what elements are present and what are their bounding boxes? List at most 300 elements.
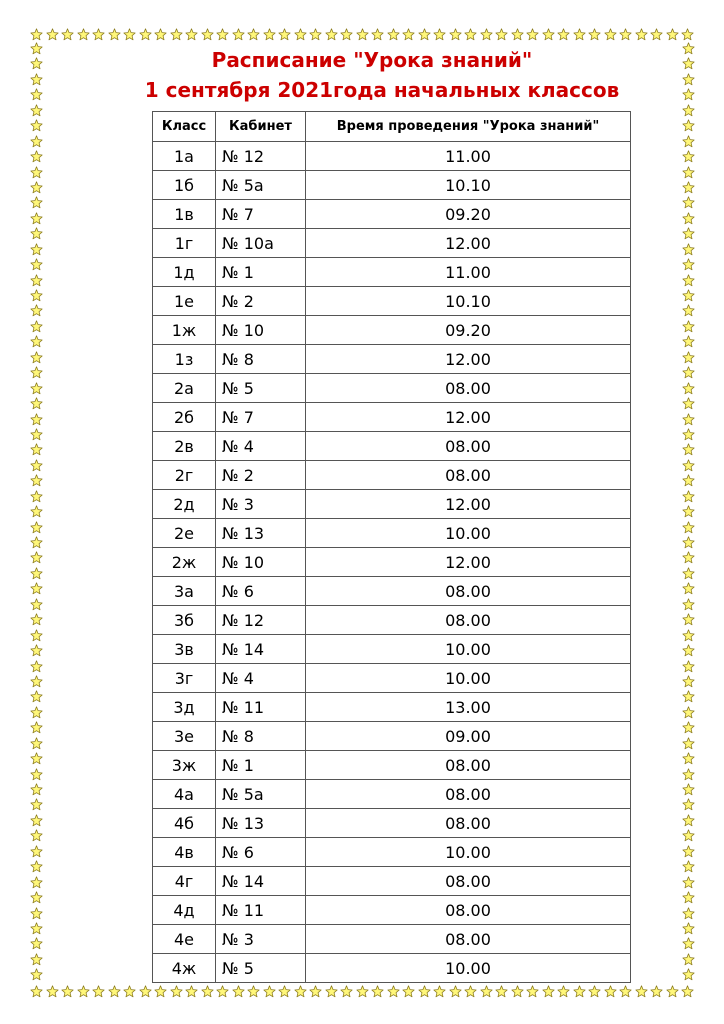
star-icon [402,985,415,998]
table-row [153,809,631,838]
star-icon [682,505,695,518]
cell-room: № 4 [216,432,306,461]
star-icon [682,490,695,503]
star-icon [682,150,695,163]
star-icon [387,28,400,41]
star-icon [682,351,695,364]
star-icon [495,28,508,41]
star-icon [139,28,152,41]
star-icon [433,985,446,998]
cell-time: 10.10 [306,287,631,316]
star-icon [682,521,695,534]
star-icon [449,985,462,998]
star-icon [325,985,338,998]
table-row [153,577,631,606]
star-icon [30,366,43,379]
cell-time: 13.00 [306,693,631,722]
cell-class: 2е [153,519,216,548]
cell-room: № 10 [216,316,306,345]
table-row [153,664,631,693]
star-icon [46,985,59,998]
cell-time: 10.10 [306,171,631,200]
star-icon [682,644,695,657]
cell-time: 08.00 [306,432,631,461]
star-icon [232,985,245,998]
star-icon [557,985,570,998]
cell-room: № 4 [216,664,306,693]
star-icon [30,258,43,271]
star-icon [682,289,695,302]
star-icon [542,28,555,41]
star-icon [340,985,353,998]
cell-class: 4г [153,867,216,896]
cell-class: 4е [153,925,216,954]
star-icon [682,937,695,950]
star-icon [30,829,43,842]
star-icon [30,227,43,240]
star-icon [371,985,384,998]
cell-time: 08.00 [306,896,631,925]
star-icon [682,212,695,225]
star-icon [604,985,617,998]
star-icon [325,28,338,41]
table-row [153,287,631,316]
star-icon [30,737,43,750]
cell-room: № 5а [216,171,306,200]
star-icon [30,459,43,472]
star-icon [30,783,43,796]
table-row [153,867,631,896]
star-icon [154,28,167,41]
table-row [153,316,631,345]
cell-class: 3е [153,722,216,751]
star-icon [682,907,695,920]
star-icon [682,181,695,194]
star-icon [682,829,695,842]
table-row [153,780,631,809]
star-icon [30,196,43,209]
table-row [153,432,631,461]
cell-time: 09.00 [306,722,631,751]
table-row [153,635,631,664]
star-icon [30,768,43,781]
star-icon [682,243,695,256]
cell-room: № 6 [216,577,306,606]
star-icon [682,598,695,611]
star-icon [108,985,121,998]
star-icon [573,28,586,41]
table-row [153,490,631,519]
star-icon [30,135,43,148]
cell-time: 12.00 [306,403,631,432]
star-icon [263,28,276,41]
star-icon [30,690,43,703]
cell-room: № 3 [216,490,306,519]
star-icon [666,28,679,41]
cell-time: 08.00 [306,809,631,838]
cell-time: 12.00 [306,490,631,519]
star-icon [682,706,695,719]
cell-room: № 5а [216,780,306,809]
table-row [153,229,631,258]
star-icon [682,860,695,873]
star-icon [154,985,167,998]
cell-class: 4д [153,896,216,925]
cell-class: 2д [153,490,216,519]
table-row [153,142,631,171]
star-icon [30,320,43,333]
star-icon [511,985,524,998]
star-icon [433,28,446,41]
star-icon [682,382,695,395]
cell-room: № 12 [216,142,306,171]
cell-time: 08.00 [306,925,631,954]
star-icon [30,937,43,950]
star-icon [30,968,43,981]
cell-time: 11.00 [306,258,631,287]
star-icon [247,985,260,998]
cell-class: 2а [153,374,216,403]
cell-class: 1б [153,171,216,200]
star-icon [30,413,43,426]
table-row [153,606,631,635]
cell-class: 4б [153,809,216,838]
star-icon [30,907,43,920]
cell-time: 12.00 [306,345,631,374]
table-row [153,258,631,287]
star-icon [682,536,695,549]
star-icon [464,28,477,41]
star-icon [30,845,43,858]
cell-room: № 3 [216,925,306,954]
star-icon [604,28,617,41]
cell-room: № 8 [216,345,306,374]
star-icon [61,985,74,998]
cell-time: 09.20 [306,316,631,345]
star-icon [682,845,695,858]
star-icon [30,443,43,456]
star-icon [30,876,43,889]
star-icon [201,985,214,998]
star-icon [682,119,695,132]
star-icon [682,660,695,673]
star-icon [682,135,695,148]
star-icon [294,28,307,41]
star-icon [666,985,679,998]
cell-time: 10.00 [306,838,631,867]
star-icon [619,985,632,998]
cell-class: 1е [153,287,216,316]
star-icon [309,985,322,998]
cell-class: 3д [153,693,216,722]
star-icon [682,227,695,240]
star-icon [216,985,229,998]
star-icon [30,28,43,41]
cell-class: 3ж [153,751,216,780]
cell-time: 11.00 [306,142,631,171]
star-icon [30,382,43,395]
star-icon [682,413,695,426]
star-icon [682,768,695,781]
star-icon [30,428,43,441]
star-icon [682,274,695,287]
cell-time: 10.00 [306,519,631,548]
star-icon [682,737,695,750]
table-row [153,200,631,229]
cell-time: 08.00 [306,606,631,635]
star-icon [30,922,43,935]
cell-class: 2б [153,403,216,432]
star-icon [61,28,74,41]
star-icon [588,28,601,41]
star-icon [30,243,43,256]
star-icon [682,443,695,456]
cell-class: 1а [153,142,216,171]
star-icon [511,28,524,41]
cell-room: № 14 [216,635,306,664]
star-icon [418,985,431,998]
star-icon [30,212,43,225]
star-icon [108,28,121,41]
star-icon [263,985,276,998]
star-icon [356,985,369,998]
star-icon [278,28,291,41]
cell-room: № 6 [216,838,306,867]
cell-time: 12.00 [306,548,631,577]
star-icon [139,985,152,998]
cell-room: № 13 [216,519,306,548]
star-icon [30,166,43,179]
cell-room: № 7 [216,403,306,432]
star-icon [402,28,415,41]
star-icon [30,505,43,518]
cell-time: 08.00 [306,577,631,606]
star-icon [30,335,43,348]
cell-room: № 2 [216,287,306,316]
star-icon [216,28,229,41]
star-icon [30,798,43,811]
star-icon [682,968,695,981]
star-icon [201,28,214,41]
star-icon [681,28,694,41]
star-icon [30,891,43,904]
star-icon [92,985,105,998]
cell-class: 4а [153,780,216,809]
star-icon [682,335,695,348]
cell-time: 08.00 [306,867,631,896]
star-icon [30,953,43,966]
star-icon [682,428,695,441]
star-icon [650,985,663,998]
star-icon [387,985,400,998]
star-icon [681,985,694,998]
page-title-line-2: 1 сентября 2021года начальных классов [144,78,620,102]
star-icon [30,536,43,549]
schedule-table [152,111,631,983]
cell-time: 08.00 [306,751,631,780]
star-icon [682,798,695,811]
star-icon [30,582,43,595]
cell-time: 08.00 [306,780,631,809]
header-room: Кабинет [216,112,306,142]
cell-room: № 14 [216,867,306,896]
star-icon [542,985,555,998]
star-icon [30,551,43,564]
star-icon [30,181,43,194]
star-icon [356,28,369,41]
star-icon [92,28,105,41]
star-icon [557,28,570,41]
cell-time: 10.00 [306,664,631,693]
cell-room: № 8 [216,722,306,751]
cell-time: 12.00 [306,229,631,258]
star-icon [30,274,43,287]
star-icon [573,985,586,998]
cell-room: № 10 [216,548,306,577]
table-row [153,519,631,548]
star-icon [682,166,695,179]
table-row [153,925,631,954]
cell-class: 1д [153,258,216,287]
table-row [153,548,631,577]
star-icon [682,551,695,564]
cell-time: 08.00 [306,374,631,403]
table-row [153,374,631,403]
cell-room: № 7 [216,200,306,229]
star-icon [682,366,695,379]
star-icon [30,706,43,719]
star-icon [635,28,648,41]
star-icon [682,304,695,317]
cell-room: № 5 [216,374,306,403]
star-icon [682,258,695,271]
star-icon [682,104,695,117]
star-icon [682,953,695,966]
cell-room: № 10а [216,229,306,258]
star-icon [30,289,43,302]
star-icon [682,814,695,827]
star-icon [418,28,431,41]
star-icon [30,567,43,580]
table-row [153,345,631,374]
star-icon [30,304,43,317]
page-title-line-1: Расписание "Урока знаний" [211,48,533,72]
cell-room: № 2 [216,461,306,490]
star-icon [682,721,695,734]
star-border-top [30,28,694,44]
table-row [153,461,631,490]
star-icon [682,567,695,580]
cell-time: 09.20 [306,200,631,229]
star-icon [30,150,43,163]
star-icon [30,490,43,503]
star-icon [464,985,477,998]
star-icon [480,985,493,998]
table-row [153,954,631,983]
star-icon [682,320,695,333]
cell-class: 1г [153,229,216,258]
star-icon [123,985,136,998]
star-icon [30,104,43,117]
star-icon [371,28,384,41]
star-icon [170,28,183,41]
table-row [153,722,631,751]
star-icon [77,985,90,998]
star-icon [30,119,43,132]
cell-class: 2г [153,461,216,490]
table-row [153,751,631,780]
star-icon [682,582,695,595]
table-row [153,403,631,432]
star-icon [682,675,695,688]
star-icon [30,675,43,688]
star-icon [232,28,245,41]
cell-room: № 12 [216,606,306,635]
star-icon [682,752,695,765]
cell-class: 1з [153,345,216,374]
star-icon [30,598,43,611]
star-icon [526,985,539,998]
star-icon [588,985,601,998]
star-icon [682,690,695,703]
star-icon [682,474,695,487]
star-icon [480,28,493,41]
star-icon [682,876,695,889]
cell-class: 3г [153,664,216,693]
cell-class: 2ж [153,548,216,577]
star-icon [30,814,43,827]
star-icon [185,28,198,41]
star-icon [309,28,322,41]
star-icon [682,397,695,410]
star-icon [30,644,43,657]
star-icon [682,783,695,796]
star-icon [30,752,43,765]
header-time: Время проведения "Урока знаний" [306,112,631,142]
star-icon [30,629,43,642]
cell-class: 3а [153,577,216,606]
star-icon [30,521,43,534]
star-icon [682,629,695,642]
cell-class: 1ж [153,316,216,345]
cell-room: № 5 [216,954,306,983]
cell-time: 10.00 [306,635,631,664]
star-icon [185,985,198,998]
star-icon [682,196,695,209]
table-body [153,142,631,983]
star-icon [30,985,43,998]
table-header-row [153,112,631,142]
star-icon [30,860,43,873]
cell-room: № 1 [216,751,306,780]
star-icon [123,28,136,41]
cell-time: 08.00 [306,461,631,490]
star-border-right [682,42,698,982]
table-row [153,171,631,200]
cell-room: № 11 [216,896,306,925]
star-icon [495,985,508,998]
cell-class: 2в [153,432,216,461]
cell-class: 4в [153,838,216,867]
star-icon [682,922,695,935]
star-icon [635,985,648,998]
table-row [153,693,631,722]
star-icon [30,721,43,734]
star-icon [30,660,43,673]
cell-class: 1в [153,200,216,229]
star-icon [682,613,695,626]
star-icon [340,28,353,41]
